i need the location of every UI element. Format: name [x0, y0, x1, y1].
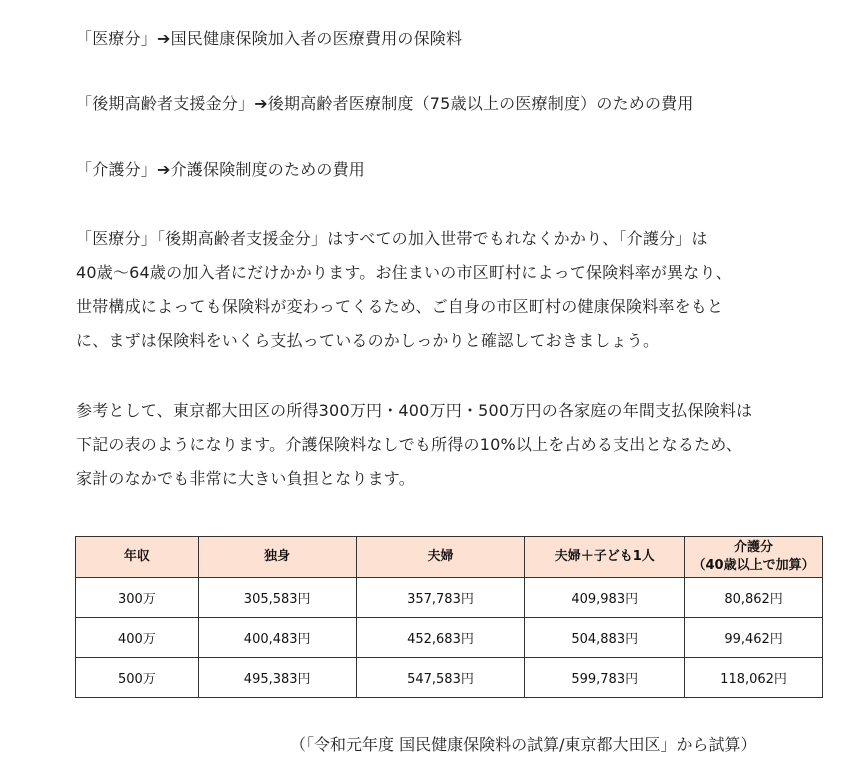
paragraph-medical: 「医療分」➔国民健康保険加入者の医療費用の保険料	[76, 29, 463, 48]
cell-single: 305,583円	[198, 578, 356, 618]
cell-couple-child: 599,783円	[525, 658, 685, 698]
header-income: 年収	[76, 537, 199, 578]
text-line: 40歳～64歳の加入者にだけかかります。お住まいの市区町村によって保険料率が異なり、	[76, 263, 732, 282]
paragraph-explanation	[76, 222, 732, 358]
cell-care: 99,462円	[685, 618, 823, 658]
table-row	[76, 578, 823, 618]
insurance-fee-table	[75, 536, 823, 698]
header-couple: 夫婦	[356, 537, 525, 578]
header-single: 独身	[198, 537, 356, 578]
table-row	[76, 658, 823, 698]
source-note: （「令和元年度 国民健康保険料の試算/東京都大田区」から試算）	[290, 735, 757, 754]
header-care	[685, 537, 823, 578]
paragraph-elderly-support: 「後期高齢者支援金分」➔後期高齢者医療制度（75歳以上の医療制度）のための費用	[76, 94, 694, 113]
text-line: 「医療分」「後期高齢者支援金分」はすべての加入世帯でもれなくかかり、「介護分」は	[76, 229, 708, 248]
cell-couple-child: 504,883円	[525, 618, 685, 658]
table-row	[76, 618, 823, 658]
text-line: 参考として、東京都大田区の所得300万円・400万円・500万円の各家庭の年間支払保険料は	[76, 401, 753, 420]
table-header-row	[76, 537, 823, 578]
header-couple-child: 夫婦＋子ども1人	[525, 537, 685, 578]
cell-couple: 547,583円	[356, 658, 525, 698]
cell-couple-child: 409,983円	[525, 578, 685, 618]
paragraph-reference	[76, 394, 752, 496]
cell-care: 118,062円	[685, 658, 823, 698]
cell-income: 300万	[76, 578, 199, 618]
cell-single: 400,483円	[198, 618, 356, 658]
cell-income: 400万	[76, 618, 199, 658]
cell-income: 500万	[76, 658, 199, 698]
text-line: 世帯構成によっても保険料が変わってくるため、ご自身の市区町村の健康保険料率をもと	[76, 297, 724, 316]
text-line: に、まずは保険料をいくら支払っているのかしっかりと確認しておきましょう。	[76, 331, 660, 350]
paragraph-care: 「介護分」➔介護保険制度のための費用	[76, 160, 366, 179]
cell-couple: 452,683円	[356, 618, 525, 658]
cell-couple: 357,783円	[356, 578, 525, 618]
cell-care: 80,862円	[685, 578, 823, 618]
text-line: 下記の表のようになります。介護保険料なしでも所得の10%以上を占める支出となるため、	[76, 435, 743, 454]
header-care-label: 介護分	[734, 540, 774, 555]
cell-single: 495,383円	[198, 658, 356, 698]
header-care-note: （40歳以上で加算）	[692, 558, 815, 573]
text-line: 家計のなかでも非常に大きい負担となります。	[76, 469, 415, 488]
